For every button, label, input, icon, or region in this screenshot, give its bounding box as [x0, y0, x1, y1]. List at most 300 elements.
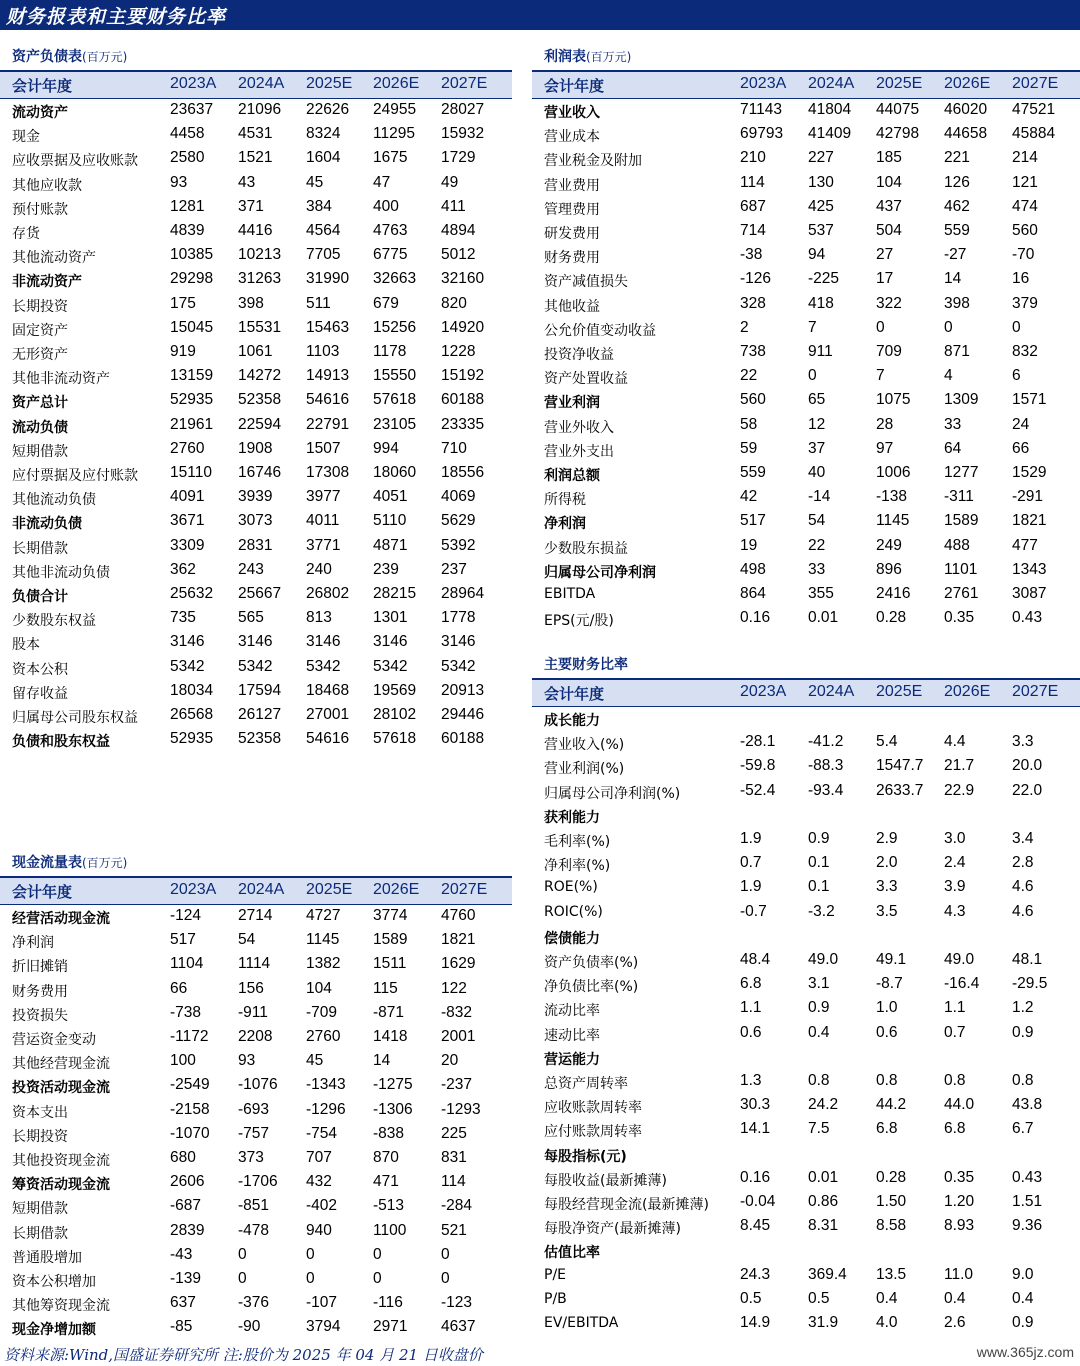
row-value-2024A: 16746	[238, 464, 282, 481]
row-value-2027E: 4.6	[1012, 878, 1034, 896]
row-value-2025E: 1145	[876, 512, 910, 530]
row-label: 其他流动资产	[12, 250, 96, 267]
row-value-2025E: 511	[306, 294, 331, 312]
row-value-2027E: 28027	[441, 101, 485, 118]
income-row	[532, 583, 1080, 607]
row-value-2024A: 0.1	[808, 878, 830, 896]
row-value-2025E: 8.58	[876, 1217, 907, 1235]
balance-table-title	[12, 46, 127, 68]
row-label: 获利能力	[544, 809, 600, 826]
row-label: 营业外支出	[544, 443, 614, 460]
row-value-2025E: 54616	[306, 730, 350, 748]
cashflow-row	[0, 929, 512, 953]
row-value-2026E: 18060	[373, 464, 417, 481]
row-value-2024A: 371	[238, 197, 264, 215]
row-value-2025E: 3771	[306, 536, 341, 554]
balance-row	[0, 438, 512, 462]
row-value-2023A: 52935	[170, 391, 214, 409]
row-value-2025E: 322	[876, 294, 902, 312]
row-value-2027E: 0.4	[1012, 1289, 1034, 1307]
ratios-row	[532, 731, 1080, 755]
row-value-2025E: 3794	[306, 1318, 341, 1336]
row-value-2025E: -138	[876, 488, 908, 506]
row-value-2023A: 14.1	[740, 1120, 771, 1138]
row-value-2025E: 5.4	[876, 733, 898, 751]
row-value-2025E: 97	[876, 439, 894, 457]
row-value-2024A: 26127	[238, 706, 282, 723]
row-value-2024A: 22594	[238, 415, 282, 433]
row-label: 净利润	[544, 516, 586, 533]
row-value-2026E: 4871	[373, 536, 408, 554]
row-value-2025E: 0.4	[876, 1289, 898, 1307]
row-value-2027E: -291	[1012, 488, 1044, 506]
row-label: 资产减值损失	[544, 274, 628, 291]
row-value-2026E: 1589	[944, 512, 979, 530]
row-value-2023A: 175	[170, 294, 196, 312]
financial-ratios-section	[532, 654, 1080, 1342]
row-value-2027E: 0	[441, 1245, 450, 1263]
row-value-2024A: 52358	[238, 391, 282, 409]
row-value-2027E: 2001	[441, 1028, 476, 1045]
year-header-2025E: 2025E	[306, 881, 353, 898]
row-value-2023A: -124	[170, 907, 202, 924]
row-value-2023A: 5342	[170, 657, 205, 675]
row-value-2026E: 400	[373, 197, 399, 215]
row-value-2025E: -107	[306, 1294, 338, 1312]
row-value-2026E: 14	[373, 1052, 391, 1070]
row-value-2027E: 6	[1012, 367, 1021, 385]
row-label: 速动比率	[544, 1027, 600, 1044]
row-value-2026E: 6775	[373, 246, 408, 264]
row-value-2023A: 25632	[170, 585, 214, 602]
income-row	[532, 123, 1080, 147]
balance-row	[0, 631, 512, 655]
row-value-2023A: 30.3	[740, 1096, 771, 1114]
balance-header-row	[0, 70, 512, 99]
row-value-2023A: -738	[170, 1003, 202, 1021]
row-value-2023A: 48.4	[740, 951, 771, 968]
balance-row	[0, 341, 512, 365]
row-value-2026E: 1675	[373, 149, 408, 167]
row-label: 归属母公司股东权益	[12, 710, 138, 726]
row-value-2026E: 5110	[373, 512, 407, 530]
row-label: ROE(%)	[544, 879, 598, 896]
income-row	[532, 559, 1080, 583]
ratios-row	[532, 1046, 1080, 1070]
year-header-2027E: 2027E	[441, 881, 488, 898]
row-label: 应收账款周转率	[544, 1100, 642, 1117]
row-value-2025E: -402	[306, 1197, 338, 1215]
row-value-2027E: 32160	[441, 270, 485, 288]
cashflow-row	[0, 1171, 512, 1195]
row-value-2027E: 1.51	[1012, 1193, 1043, 1210]
row-value-2023A: 21961	[170, 415, 214, 433]
balance-row	[0, 414, 512, 438]
row-value-2024A: 2831	[238, 536, 273, 554]
row-label: 净负债比率(%)	[544, 979, 639, 996]
row-value-2026E: 0	[944, 318, 953, 336]
row-value-2023A: 59	[740, 439, 758, 457]
row-value-2026E: 64	[944, 439, 962, 457]
row-value-2025E: 4.0	[876, 1314, 898, 1331]
row-value-2027E: 3.3	[1012, 733, 1034, 751]
row-value-2025E: 0.6	[876, 1023, 898, 1041]
row-label: 非流动资产	[12, 274, 82, 291]
row-value-2023A: 864	[740, 585, 766, 602]
row-value-2024A: 418	[808, 294, 834, 312]
row-value-2025E: 27	[876, 246, 894, 264]
row-value-2025E: 104	[306, 979, 332, 997]
row-value-2026E: 0.7	[944, 1023, 966, 1041]
row-value-2026E: 1.20	[944, 1193, 975, 1210]
row-value-2026E: 870	[373, 1149, 399, 1166]
income-row	[532, 317, 1080, 341]
row-value-2024A: 41804	[808, 101, 852, 118]
balance-row	[0, 268, 512, 292]
row-value-2024A: 3073	[238, 512, 273, 530]
row-value-2025E: -709	[306, 1003, 338, 1021]
ratios-row	[532, 876, 1080, 900]
ratios-row	[532, 1022, 1080, 1046]
row-value-2023A: 4839	[170, 222, 205, 239]
row-label: 少数股东权益	[12, 613, 96, 630]
row-value-2027E: 29446	[441, 706, 485, 723]
row-value-2026E: 32663	[373, 270, 417, 288]
ratios-row	[532, 707, 1080, 731]
ratios-row	[532, 1191, 1080, 1215]
row-value-2027E: 0.9	[1012, 1314, 1034, 1331]
ratios-row	[532, 1239, 1080, 1263]
row-value-2024A: 7	[808, 318, 817, 336]
row-value-2025E: 0.8	[876, 1072, 898, 1089]
row-value-2027E: 47521	[1012, 101, 1056, 118]
row-label: 股本	[12, 637, 40, 654]
ratios-row	[532, 1264, 1080, 1288]
ratios-row	[532, 901, 1080, 925]
row-value-2025E: 896	[876, 560, 902, 578]
row-label: 偿债能力	[544, 930, 600, 947]
row-label: 普通股增加	[12, 1249, 82, 1266]
year-header-2023A: 2023A	[170, 881, 217, 898]
row-value-2027E: 43.8	[1012, 1096, 1043, 1114]
income-row	[532, 389, 1080, 413]
row-value-2027E: 0.43	[1012, 609, 1043, 627]
row-label: 长期借款	[12, 540, 68, 557]
cashflow-row	[0, 1074, 512, 1098]
row-value-2026E: 14	[944, 270, 962, 288]
row-value-2023A: -52.4	[740, 781, 776, 799]
row-value-2023A: 4091	[170, 488, 205, 506]
row-value-2025E: -8.7	[876, 975, 903, 993]
row-value-2023A: 8.45	[740, 1217, 771, 1235]
ratios-row	[532, 1167, 1080, 1191]
row-value-2023A: 2760	[170, 439, 205, 457]
row-value-2025E: 42798	[876, 125, 920, 143]
income-row	[532, 293, 1080, 317]
cashflow-table-title	[12, 852, 127, 874]
row-value-2025E: 28	[876, 415, 894, 433]
income-row	[532, 99, 1080, 123]
row-label: 非流动负债	[12, 516, 82, 533]
row-value-2025E: 240	[306, 560, 332, 578]
year-header-2025E: 2025E	[876, 683, 923, 700]
row-value-2026E: 1511	[373, 955, 407, 973]
row-value-2026E: -838	[373, 1124, 405, 1142]
row-value-2025E: 27001	[306, 706, 350, 723]
row-value-2026E: 0.4	[944, 1289, 966, 1307]
row-value-2024A: -478	[238, 1221, 270, 1239]
row-label: 其他收益	[544, 298, 600, 315]
row-value-2023A: -43	[170, 1245, 193, 1263]
row-value-2025E: 1075	[876, 391, 911, 409]
row-value-2023A: -1070	[170, 1124, 210, 1142]
row-label: 每股收益(最新摊薄)	[544, 1172, 667, 1189]
row-label: 其他应收款	[12, 177, 82, 194]
row-label: 应收票据及应收账款	[12, 153, 138, 170]
row-value-2026E: 471	[373, 1173, 399, 1191]
row-value-2024A: 0.86	[808, 1193, 839, 1210]
row-value-2027E: 1529	[1012, 464, 1047, 481]
row-label: 负债和股东权益	[12, 734, 110, 751]
row-label: EV/EBITDA	[544, 1315, 619, 1331]
row-value-2026E: 4051	[373, 488, 408, 506]
row-value-2024A: 10213	[238, 246, 282, 264]
row-label: 其他流动负债	[12, 492, 96, 509]
row-value-2023A: 210	[740, 149, 766, 167]
row-value-2023A: 2580	[170, 149, 205, 167]
row-value-2027E: 710	[441, 439, 467, 457]
row-value-2026E: 4	[944, 367, 953, 385]
row-value-2023A: 18034	[170, 681, 214, 699]
row-value-2024A: 0.01	[808, 1168, 839, 1186]
row-value-2026E: 0	[373, 1270, 382, 1287]
balance-row	[0, 123, 512, 147]
row-value-2026E: 47	[373, 173, 391, 191]
balance-row	[0, 607, 512, 631]
row-value-2023A: 0.6	[740, 1023, 762, 1041]
row-value-2026E: 2761	[944, 585, 979, 602]
row-value-2025E: 5342	[306, 657, 341, 675]
row-value-2027E: 16	[1012, 270, 1030, 288]
row-value-2023A: 23637	[170, 101, 214, 118]
balance-row	[0, 535, 512, 559]
row-value-2026E: 57618	[373, 391, 417, 409]
cashflow-header-row	[0, 876, 512, 905]
row-value-2027E: 1778	[441, 609, 476, 627]
row-value-2024A: 565	[238, 609, 264, 627]
row-value-2026E: 15550	[373, 367, 417, 385]
row-value-2023A: -1172	[170, 1028, 209, 1045]
row-value-2024A: 369.4	[808, 1265, 847, 1283]
row-value-2025E: 1507	[306, 439, 341, 457]
cashflow-row	[0, 1268, 512, 1292]
income-row	[532, 147, 1080, 171]
row-value-2026E: 28215	[373, 585, 417, 602]
row-value-2027E: -29.5	[1012, 975, 1048, 993]
row-value-2025E: 3.5	[876, 902, 898, 920]
row-value-2027E: 4760	[441, 907, 476, 924]
row-value-2027E: 5342	[441, 657, 476, 675]
row-value-2023A: 6.8	[740, 975, 762, 993]
row-label: 每股指标(元)	[544, 1148, 627, 1165]
row-value-2026E: 3.0	[944, 830, 966, 847]
row-value-2023A: -38	[740, 246, 763, 264]
income-table-title	[544, 46, 631, 68]
row-value-2026E: 115	[373, 979, 398, 997]
row-value-2024A: 243	[238, 560, 264, 578]
row-value-2023A: 0.7	[740, 854, 762, 872]
row-value-2027E: -70	[1012, 246, 1035, 264]
row-value-2023A: 2	[740, 318, 749, 336]
page-title-banner	[0, 0, 1080, 30]
row-label: 总资产周转率	[544, 1076, 628, 1092]
row-value-2025E: 1.0	[876, 999, 898, 1017]
row-value-2027E: -237	[441, 1076, 473, 1094]
row-value-2026E: 3774	[373, 907, 408, 924]
row-value-2023A: 22	[740, 367, 758, 385]
row-value-2023A: 362	[170, 560, 196, 578]
row-value-2025E: 0	[306, 1245, 315, 1263]
ratios-row	[532, 780, 1080, 804]
row-value-2024A: 1908	[238, 439, 273, 457]
row-value-2025E: 4564	[306, 222, 341, 239]
row-value-2025E: 6.8	[876, 1120, 898, 1138]
row-label: 营业利润	[544, 395, 600, 412]
row-value-2025E: 1145	[306, 931, 340, 949]
row-value-2027E: 121	[1012, 173, 1038, 191]
row-label: EBITDA	[544, 586, 596, 602]
row-value-2027E: 1571	[1012, 391, 1047, 409]
income-row	[532, 341, 1080, 365]
row-value-2024A: 0	[238, 1245, 247, 1263]
row-value-2025E: 1604	[306, 149, 341, 167]
row-label: 经营活动现金流	[12, 911, 110, 927]
row-value-2027E: 15192	[441, 367, 485, 385]
row-value-2023A: 1.1	[740, 999, 762, 1017]
row-value-2027E: 9.0	[1012, 1265, 1034, 1283]
row-value-2025E: 2.0	[876, 854, 898, 872]
row-value-2027E: 521	[441, 1221, 467, 1239]
ratios-row	[532, 755, 1080, 779]
row-value-2027E: 3146	[441, 633, 476, 651]
row-value-2023A: 15110	[170, 464, 212, 481]
row-value-2027E: 4894	[441, 222, 476, 239]
year-header-2026E: 2026E	[944, 683, 991, 700]
row-value-2025E: 504	[876, 222, 902, 239]
row-value-2023A: 24.3	[740, 1265, 771, 1283]
row-value-2023A: 1.9	[740, 878, 762, 896]
year-header-2026E: 2026E	[944, 75, 991, 92]
row-label: 存货	[12, 226, 40, 242]
row-value-2025E: 0	[876, 318, 885, 336]
row-value-2027E: 1729	[441, 149, 476, 167]
row-value-2023A: 114	[740, 173, 765, 191]
balance-row	[0, 172, 512, 196]
row-value-2025E: 1382	[306, 955, 341, 973]
row-label: 负债合计	[12, 589, 68, 605]
footer	[0, 1342, 1080, 1366]
balance-row	[0, 510, 512, 534]
year-header-2023A: 2023A	[740, 683, 787, 700]
row-value-2024A: 33	[808, 560, 826, 578]
row-value-2024A: 49.0	[808, 951, 839, 968]
row-label: 毛利率(%)	[544, 834, 611, 850]
row-value-2024A: 52358	[238, 730, 282, 748]
row-value-2024A: 373	[238, 1149, 264, 1166]
row-value-2027E: -123	[441, 1294, 473, 1312]
row-value-2023A: 687	[740, 197, 766, 215]
income-row	[532, 486, 1080, 510]
row-value-2026E: 57618	[373, 730, 417, 748]
row-value-2023A: -59.8	[740, 757, 776, 775]
row-label: 每股经营现金流(最新摊薄)	[544, 1197, 709, 1213]
row-value-2027E: 5629	[441, 512, 476, 530]
row-value-2023A: 1.9	[740, 830, 762, 847]
row-value-2024A: 2208	[238, 1028, 273, 1045]
row-value-2023A: 919	[170, 343, 196, 360]
row-label: 留存收益	[12, 685, 68, 702]
row-value-2027E: -1293	[441, 1100, 481, 1118]
row-value-2027E: 0	[1012, 318, 1021, 336]
row-value-2024A: 93	[238, 1052, 256, 1070]
row-value-2027E: 1.2	[1012, 999, 1034, 1017]
row-value-2023A: 13159	[170, 367, 214, 385]
row-value-2024A: 12	[808, 415, 826, 433]
ratios-row	[532, 828, 1080, 852]
row-value-2027E: 1821	[1012, 512, 1047, 530]
ratios-table-title	[544, 654, 628, 676]
row-value-2024A: 156	[238, 979, 264, 997]
row-value-2025E: 1.50	[876, 1193, 907, 1210]
row-value-2025E: 17308	[306, 464, 350, 481]
row-value-2026E: 559	[944, 222, 970, 239]
row-value-2026E: 0.35	[944, 1168, 975, 1186]
balance-row	[0, 147, 512, 171]
row-value-2023A: 517	[740, 512, 766, 530]
row-value-2027E: 237	[441, 560, 467, 578]
income-title-text: 利润表	[544, 49, 586, 65]
row-value-2026E: 1589	[373, 931, 408, 949]
row-value-2027E: 23335	[441, 415, 485, 433]
row-value-2025E: 813	[306, 609, 332, 627]
balance-row	[0, 317, 512, 341]
ratios-row	[532, 1118, 1080, 1142]
row-value-2027E: 411	[441, 197, 466, 215]
header-label: 会计年度	[12, 77, 73, 95]
row-value-2027E: 4637	[441, 1318, 476, 1336]
row-value-2027E: 18556	[441, 464, 485, 481]
row-value-2023A: 1.3	[740, 1072, 762, 1089]
income-row	[532, 365, 1080, 389]
row-label: 其他投资现金流	[12, 1153, 110, 1169]
row-value-2023A: -2158	[170, 1100, 210, 1118]
year-header-2023A: 2023A	[740, 75, 787, 92]
row-value-2025E: 22626	[306, 101, 350, 118]
cashflow-row	[0, 978, 512, 1002]
balance-row	[0, 728, 512, 752]
row-value-2026E: 4763	[373, 222, 408, 239]
row-value-2025E: -1343	[306, 1076, 346, 1094]
row-value-2024A: -1076	[238, 1076, 278, 1094]
row-value-2025E: 1547.7	[876, 757, 924, 775]
row-value-2024A: 3146	[238, 633, 273, 651]
row-value-2023A: 0.16	[740, 609, 771, 627]
row-value-2026E: 3146	[373, 633, 408, 651]
cashflow-row	[0, 1147, 512, 1171]
row-value-2026E: 24955	[373, 101, 417, 118]
row-value-2024A: -225	[808, 270, 840, 288]
row-value-2023A: 4458	[170, 125, 205, 143]
